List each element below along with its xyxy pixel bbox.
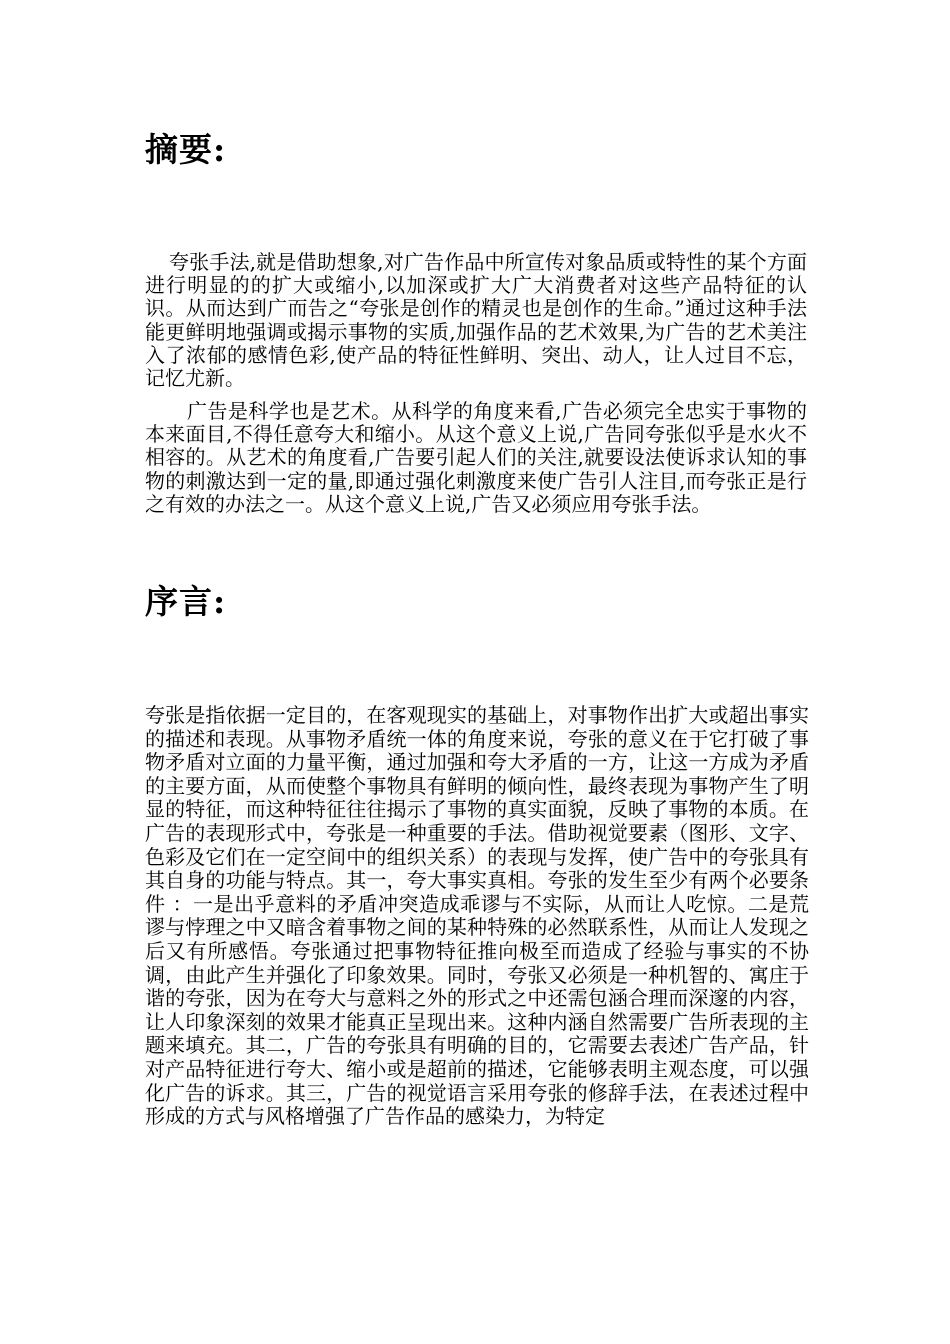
abstract-paragraph-2: 广告是科学也是艺术。从科学的角度来看,广告必须完全忠实于事物的本来面目,不得任意夸大和缩小。从这个意义上说,广告同夸张似乎是水火不相容的。从艺术的角度看,广告要引起人们的关注,就要设法使诉求认知的事物的刺激达到一定的量,即通过强化刺激度来使广告引人注目,而夸张正是行之有效的办法之一。从这个意义上说,广告又必须应用夸张手法。 xyxy=(145,399,807,516)
abstract-heading: 摘要: xyxy=(145,130,227,169)
preface-paragraph: 夸张是指依据一定目的，在客观现实的基础上，对事物作出扩大或超出事实的描述和表现。从事物矛盾统一体的角度来说，夸张的意义在于它打破了事物矛盾对立面的力量平衡，通过加强和夸大矛盾的一方，让这一方成为矛盾的主要方面，从而使整个事物具有鲜明的倾向性，最终表现为事物产生了明显的特征，而这种特征往往揭示了事物的真实面貌，反映了事物的本质。在广告的表现形式中，夸张是一种重要的手法。借助视觉要素（图形、文字、色彩及它们在一定空间中的组织关系）的表现与发挥，使广告中的夸张具有其自身的功能与特点。其一，夸大事实真相。夸张的发生至少有两个必要条件 ：一是出乎意料的矛盾冲突造成乖谬与不实际，从而让人吃惊。二是荒谬与悖理之中又暗含着事物之间的某种特殊的必然联系性，从而让人发现之后又有所感悟。夸张通过把事物特征推向极至而造成了经验与事实的不协调，由此产生并强化了印象效果。同时，夸张又必须是一种机智的、寓庄于谐的夸张，因为在夸大与意料之外的形式之中还需包涵合理而深邃的内容，让人印象深刻的效果才能真正呈现出来。这种内涵自然需要广告所表现的主题来填充。其二，广告的夸张具有明确的目的，它需要去表述广告产品，针对产品特征进行夸大、缩小或是超前的描述，它能够表明主观态度，可以强化广告的诉求。其三，广告的视觉语言采用夸张的修辞手法，在表述过程中形成的方式与风格增强了广告作品的感染力，为特定 xyxy=(145,703,809,1129)
abstract-paragraph-1: 夸张手法,就是借助想象,对广告作品中所宣传对象品质或特性的某个方面进行明显的的扩大或缩小,以加深或扩大广大消费者对这些产品特征的认识。从而达到广而告之“夸张是创作的精灵也是创作的生命。”通过这种手法能更鲜明地强调或揭示事物的实质,加强作品的艺术效果,为广告的艺术美注入了浓郁的感情色彩,使产品的特征性鲜明、突出、动人，让人过目不忘，记忆尤新。 xyxy=(145,250,807,391)
preface-heading: 序言: xyxy=(145,582,227,621)
